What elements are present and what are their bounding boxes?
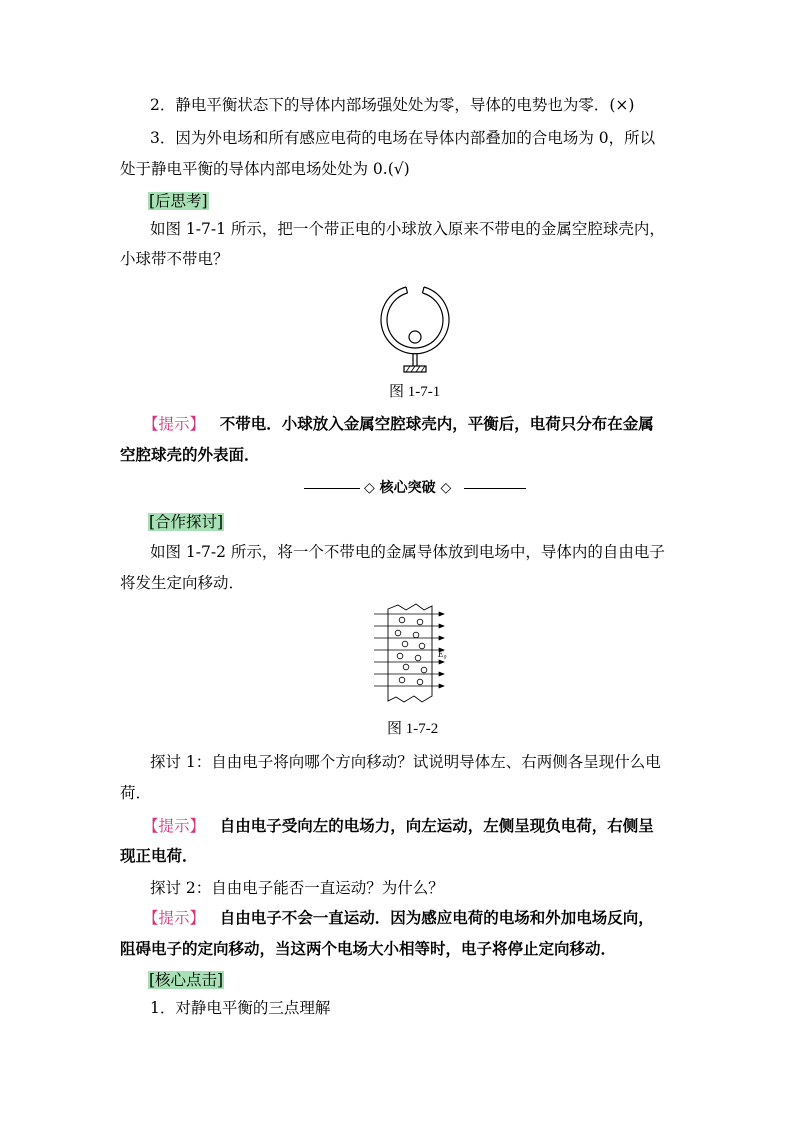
coop-intro-line1: 如图 1-7-2 所示，将一个不带电的金属导体放到电场中，导体内的自由电子 [150, 543, 665, 561]
section-divider-left [304, 488, 360, 489]
field-label: E₀ [438, 649, 447, 659]
coop-answer1-line2: 现正电荷． [120, 846, 198, 865]
coop-q1-line2: 荷． [120, 784, 152, 802]
coop-tag: [合作探讨] [149, 513, 224, 531]
review-item-2: 2．静电平衡状态下的导体内部场强处处为零，导体的电势也为零．(×) [150, 96, 635, 114]
section-tag-core [148, 969, 224, 991]
figure-1-7-1 [370, 278, 460, 378]
section-divider-right [464, 488, 526, 489]
coop-hint1-tag: 【提示】 [143, 817, 206, 835]
coop-answer2-line2: 阻碍电子的定向移动，当这两个电场大小相等时，电子将停止定向移动． [120, 939, 617, 958]
think-answer-line1: 不带电．小球放入金属空腔球壳内，平衡后，电荷只分布在金属 [219, 414, 654, 433]
figure-1-7-1-caption: 图 1-7-1 [389, 384, 441, 400]
review-item-3-line2: 处于静电平衡的导体内部电场处处为 0.(√) [120, 160, 410, 178]
coop-answer2-line1: 自由电子不会一直运动．因为感应电荷的电场和外加电场反向， [219, 908, 654, 927]
coop-intro-line2: 将发生定向移动． [120, 574, 245, 592]
core-tag: [核心点击] [149, 971, 224, 989]
review-item-3-line1: 3．因为外电场和所有感应电荷的电场在导体内部叠加的合电场为 0，所以 [150, 129, 656, 147]
think-question-line2: 小球带不带电？ [120, 250, 229, 268]
figure-1-7-2-caption: 图 1-7-2 [387, 721, 439, 737]
coop-q1-line1: 探讨 1：自由电子将向哪个方向移动？试说明导体左、右两侧各呈现什么电 [150, 753, 661, 771]
core-item-1: 1．对静电平衡的三点理解 [150, 999, 331, 1017]
think-answer-line2: 空腔球壳的外表面． [120, 445, 260, 464]
think-hint-tag: 【提示】 [143, 415, 206, 433]
think-hint-line1 [143, 413, 654, 435]
section-title: ◇ 核心突破 ◇ [364, 480, 452, 496]
think-tag: [后思考] [149, 192, 208, 210]
section-tag-coop [148, 511, 224, 533]
think-question-line1: 如图 1-7-1 所示，把一个带正电的小球放入原来不带电的金属空腔球壳内， [150, 220, 665, 238]
coop-answer1-line1: 自由电子受向左的电场力，向左运动，左侧呈现负电荷，右侧呈 [219, 816, 654, 835]
coop-hint2-line1 [143, 907, 654, 929]
section-tag-think [148, 190, 209, 212]
coop-q2: 探讨 2：自由电子能否一直运动？为什么？ [150, 879, 444, 897]
coop-hint1-line1 [143, 815, 654, 837]
figure-1-7-2 [372, 600, 458, 710]
coop-hint2-tag: 【提示】 [143, 909, 206, 927]
